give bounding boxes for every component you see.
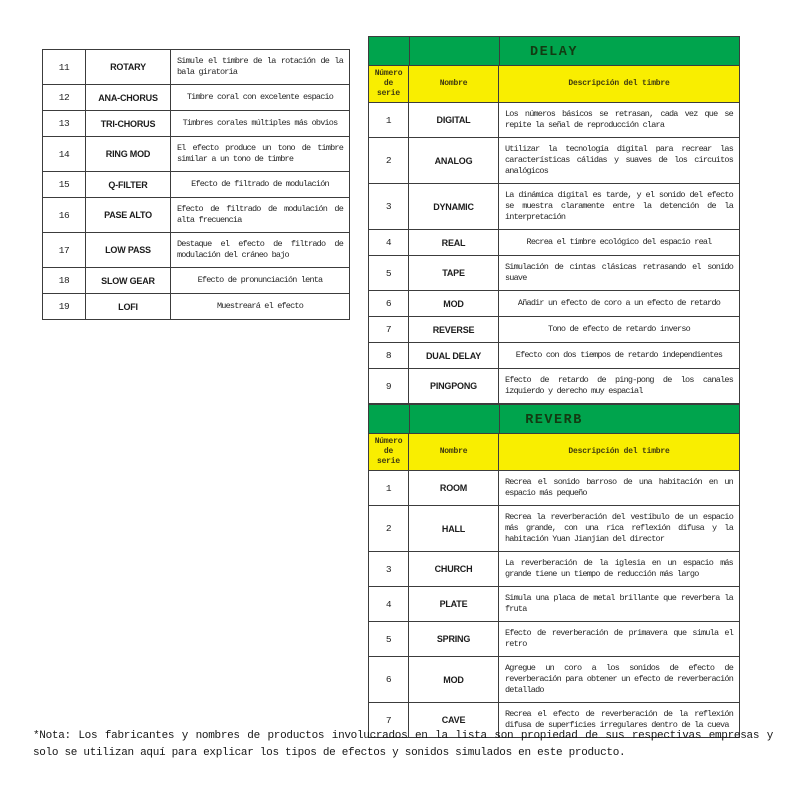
desc-text: Efecto de retardo de ping-pong de los canales izquierdo y derecho muy espacial	[505, 375, 733, 396]
table-row	[369, 103, 740, 138]
desc-cell	[499, 291, 740, 317]
desc-text: Muestreará el efecto	[216, 301, 304, 311]
desc-text: Tono de efecto de retardo inverso	[548, 324, 690, 334]
desc-text: Añadir un efecto de coro a un efecto de retardo	[517, 298, 721, 308]
desc-cell	[171, 137, 350, 172]
reverb-header-row	[369, 434, 740, 471]
modulation-effects-table	[42, 49, 350, 320]
serial-cell: 1	[369, 103, 409, 138]
column-header-serial: Número de serie	[369, 66, 409, 103]
serial-cell: 5	[369, 622, 409, 657]
desc-text: El efecto produce un tono de timbre similar a un tono de timbre	[177, 143, 343, 164]
table-row	[43, 111, 350, 137]
reverb-title-cell	[369, 405, 740, 434]
table-row	[369, 343, 740, 369]
name-cell: SPRING	[409, 622, 499, 657]
column-divider	[409, 37, 410, 65]
name-cell: SLOW GEAR	[86, 268, 171, 294]
desc-text: Timbre coral con excelente espacio	[186, 92, 334, 102]
name-cell: ANA-CHORUS	[86, 85, 171, 111]
desc-text: Simulación de cintas clásicas retrasando el sonido suave	[505, 262, 733, 283]
desc-text: La dinámica digital es tarde, y el sonido del efecto se muestra claramente entre la detención de la interpretación	[505, 190, 733, 222]
desc-text: Destaque el efecto de filtrado de modulación del cráneo bajo	[177, 239, 343, 260]
serial-cell: 15	[43, 172, 86, 198]
table-row	[43, 233, 350, 268]
desc-text: Efecto de filtrado de modulación	[191, 179, 329, 189]
serial-cell: 12	[43, 85, 86, 111]
name-cell: LOFI	[86, 294, 171, 320]
desc-cell	[499, 622, 740, 657]
modulation-table-body	[43, 50, 350, 320]
table-row	[369, 184, 740, 230]
desc-text: La reverberación de la iglesia en un espacio más grande tiene un tiempo de reducción más largo	[505, 558, 733, 579]
table-row	[369, 256, 740, 291]
column-divider	[409, 405, 410, 433]
desc-cell	[499, 103, 740, 138]
name-cell: HALL	[409, 506, 499, 552]
serial-cell: 2	[369, 506, 409, 552]
name-cell: RING MOD	[86, 137, 171, 172]
column-header-serial: Número de serie	[369, 434, 409, 471]
table-row	[43, 198, 350, 233]
name-cell: REVERSE	[409, 317, 499, 343]
desc-cell	[171, 268, 350, 294]
desc-cell	[171, 233, 350, 268]
column-header-name: Nombre	[409, 66, 499, 103]
desc-text: Agregue un coro a los sonidos de efecto de reverberación para obtener un efecto de reverberación detallado	[505, 663, 733, 695]
desc-cell	[171, 50, 350, 85]
name-cell: LOW PASS	[86, 233, 171, 268]
name-cell: DYNAMIC	[409, 184, 499, 230]
desc-cell	[499, 587, 740, 622]
serial-cell: 17	[43, 233, 86, 268]
name-cell: PASE ALTO	[86, 198, 171, 233]
name-cell: ANALOG	[409, 138, 499, 184]
table-row	[369, 471, 740, 506]
desc-text: Simule el timbre de la rotación de la bala giratoria	[177, 56, 343, 77]
table-row	[369, 657, 740, 703]
desc-cell	[171, 294, 350, 320]
desc-cell	[499, 471, 740, 506]
table-row	[43, 268, 350, 294]
serial-cell: 6	[369, 291, 409, 317]
desc-text: Utilizar la tecnología digital para recrear las características cálidas y suaves de los circuitos analógicos	[505, 144, 733, 176]
footnote: *Nota: Los fabricantes y nombres de productos involucrados en la lista son propiedad de sus respectivas empresas y solo se utilizan aquí para explicar los tipos de efectos y sonidos simulados en este producto.	[33, 730, 773, 759]
name-cell: ROTARY	[86, 50, 171, 85]
reverb-title-row	[369, 405, 740, 434]
desc-text: Recrea el timbre ecológico del espacio real	[526, 237, 712, 247]
desc-text: Recrea el efecto de reverberación de la reflexión difusa de superficies irregulares dentro de la cueva	[505, 709, 733, 730]
name-cell: PLATE	[409, 587, 499, 622]
desc-text: Efecto de pronunciación lenta	[197, 275, 323, 285]
desc-cell	[499, 317, 740, 343]
delay-title-row	[369, 37, 740, 66]
column-header-name: Nombre	[409, 434, 499, 471]
table-row	[43, 172, 350, 198]
serial-cell: 3	[369, 552, 409, 587]
delay-table-title: DELAY	[529, 45, 578, 60]
table-row	[369, 587, 740, 622]
modulation-table-wrap	[42, 49, 350, 320]
name-cell: DIGITAL	[409, 103, 499, 138]
serial-cell: 19	[43, 294, 86, 320]
right-column	[368, 36, 740, 738]
desc-text: Simula una placa de metal brillante que reverbera la fruta	[505, 593, 733, 614]
delay-table-body	[369, 103, 740, 404]
table-row	[43, 85, 350, 111]
desc-cell	[499, 343, 740, 369]
name-cell: PINGPONG	[409, 369, 499, 404]
name-cell: TAPE	[409, 256, 499, 291]
column-divider	[499, 37, 500, 65]
table-row	[369, 369, 740, 404]
desc-cell	[171, 85, 350, 111]
table-row	[369, 230, 740, 256]
desc-cell	[499, 184, 740, 230]
delay-table-head	[369, 37, 740, 103]
desc-text: Timbres corales múltiples más obvios	[182, 118, 338, 128]
delay-title-cell	[369, 37, 740, 66]
name-cell: DUAL DELAY	[409, 343, 499, 369]
table-row	[369, 138, 740, 184]
desc-cell	[171, 111, 350, 137]
name-cell: REAL	[409, 230, 499, 256]
desc-cell	[499, 552, 740, 587]
name-cell: MOD	[409, 657, 499, 703]
table-row	[369, 317, 740, 343]
desc-cell	[171, 198, 350, 233]
desc-cell	[499, 230, 740, 256]
name-cell: CHURCH	[409, 552, 499, 587]
serial-cell: 3	[369, 184, 409, 230]
serial-cell: 5	[369, 256, 409, 291]
desc-text: Recrea el sonido barroso de una habitación en un espacio más pequeño	[505, 477, 733, 498]
table-row	[369, 291, 740, 317]
serial-cell: 8	[369, 343, 409, 369]
table-row	[369, 622, 740, 657]
desc-text: Efecto de filtrado de modulación de alta frecuencia	[177, 204, 343, 225]
desc-cell	[499, 138, 740, 184]
table-row	[369, 552, 740, 587]
reverb-table-title: REVERB	[525, 413, 583, 428]
desc-text: Efecto con dos tiempos de retardo independientes	[515, 350, 723, 360]
desc-cell	[499, 369, 740, 404]
delay-table	[368, 36, 740, 404]
name-cell: TRI-CHORUS	[86, 111, 171, 137]
desc-text: Los números básicos se retrasan, cada vez que se repite la señal de reproducción clara	[505, 109, 733, 130]
desc-cell	[499, 256, 740, 291]
column-header-desc: Descripción del timbre	[499, 434, 740, 471]
serial-cell: 4	[369, 587, 409, 622]
table-row	[43, 50, 350, 85]
serial-cell: 14	[43, 137, 86, 172]
reverb-table-body	[369, 471, 740, 738]
table-row	[43, 137, 350, 172]
serial-cell: 6	[369, 657, 409, 703]
serial-cell: 7	[369, 703, 409, 738]
reverb-table	[368, 404, 740, 738]
desc-cell	[499, 657, 740, 703]
desc-text: Recrea la reverberación del vestíbulo de un espacio más grande, con una rica reflexión difusa y la habitación Yuan Jianjian del director	[505, 512, 733, 544]
table-row	[43, 294, 350, 320]
name-cell: CAVE	[409, 703, 499, 738]
serial-cell: 9	[369, 369, 409, 404]
column-divider	[499, 405, 500, 433]
reverb-table-head	[369, 405, 740, 471]
desc-cell	[499, 506, 740, 552]
serial-cell: 18	[43, 268, 86, 294]
column-header-desc: Descripción del timbre	[499, 66, 740, 103]
name-cell: ROOM	[409, 471, 499, 506]
delay-header-row	[369, 66, 740, 103]
serial-cell: 1	[369, 471, 409, 506]
serial-cell: 11	[43, 50, 86, 85]
name-cell: MOD	[409, 291, 499, 317]
serial-cell: 4	[369, 230, 409, 256]
name-cell: Q-FILTER	[86, 172, 171, 198]
serial-cell: 16	[43, 198, 86, 233]
serial-cell: 7	[369, 317, 409, 343]
desc-text: Efecto de reverberación de primavera que simula el retro	[505, 628, 733, 649]
serial-cell: 13	[43, 111, 86, 137]
desc-cell	[171, 172, 350, 198]
serial-cell: 2	[369, 138, 409, 184]
table-row	[369, 506, 740, 552]
